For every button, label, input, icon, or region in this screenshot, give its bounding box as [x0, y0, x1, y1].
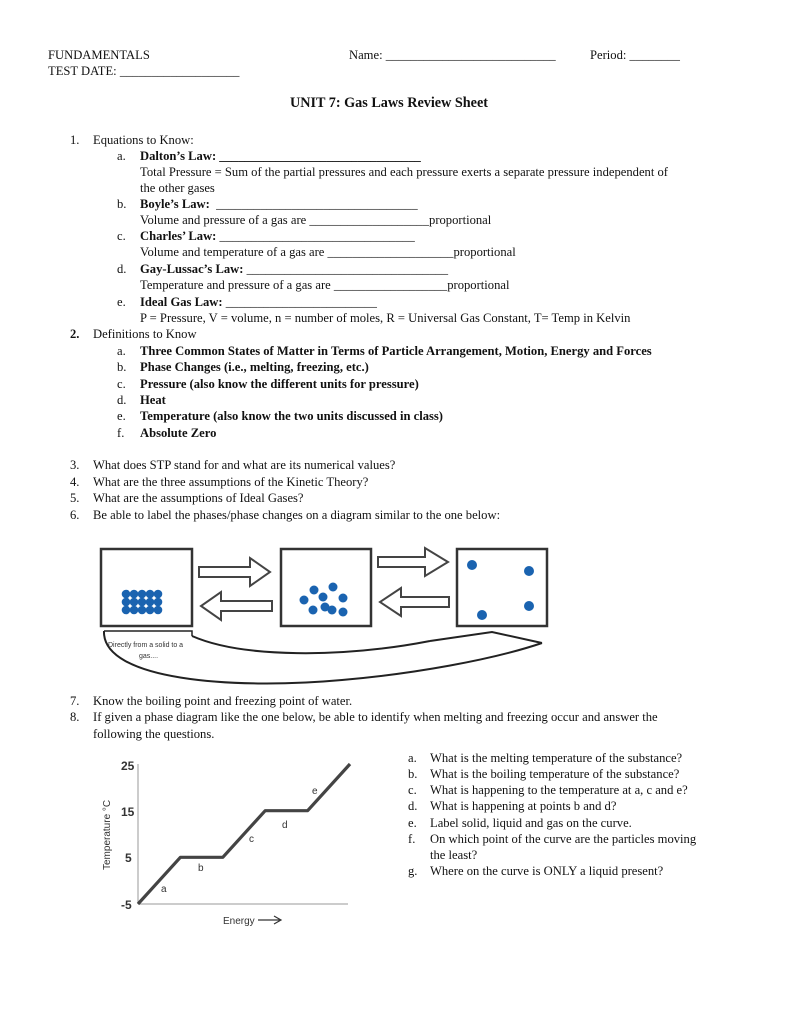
- q2f-letter: f.: [117, 426, 125, 440]
- heating-curve-chart: [98, 752, 360, 932]
- q1-number: 1.: [70, 133, 80, 147]
- q2c-letter: c.: [117, 377, 126, 391]
- phase-change-diagram: [92, 540, 562, 688]
- q5-number: 5.: [70, 491, 80, 505]
- condensation-arrow: [380, 588, 449, 616]
- q8f-text: On which point of the curve are the particles moving: [430, 832, 697, 846]
- q1c-line1: Volume and temperature of a gas are ____________________proportional: [140, 245, 516, 259]
- q8a-text: What is the melting temperature of the substance?: [430, 751, 683, 765]
- q8c-letter: c.: [408, 783, 417, 797]
- y-tick-15: 15: [121, 805, 135, 819]
- sublimation-curve-inner: [192, 636, 430, 653]
- q1d-blank[interactable]: ________________________________: [246, 262, 449, 276]
- y-tick-5: 5: [125, 851, 132, 865]
- q8d-letter: d.: [408, 799, 418, 813]
- q8e-text: Label solid, liquid and gas on the curve.: [430, 816, 632, 830]
- q8-number: 8.: [70, 710, 80, 724]
- q2a-letter: a.: [117, 344, 126, 358]
- segment-label-d: d: [282, 820, 288, 831]
- page-title: UNIT 7: Gas Laws Review Sheet: [290, 95, 488, 111]
- y-tick-25: 25: [121, 759, 135, 773]
- q2f-text: Absolute Zero: [140, 426, 217, 440]
- q1b-label: Boyle’s Law: ________________________________: [140, 197, 418, 211]
- q1a-blank[interactable]: ________________________________: [219, 149, 421, 163]
- q8-line1: If given a phase diagram like the one below, be able to identify when melting and freezing occur and answer the: [93, 710, 658, 724]
- q8g-text: Where on the curve is ONLY a liquid present?: [430, 864, 664, 878]
- y-axis-label: Temperature °C: [102, 799, 113, 870]
- solid-box: [101, 549, 192, 626]
- q3-number: 3.: [70, 458, 80, 472]
- sublimation-note-line1: Directly from a solid to a: [108, 642, 184, 649]
- q3-text: What does STP stand for and what are its numerical values?: [93, 458, 396, 472]
- x-axis-label: Energy: [223, 916, 255, 927]
- q1d-line1: Temperature and pressure of a gas are __________________proportional: [140, 278, 510, 292]
- q1b-letter: b.: [117, 197, 127, 211]
- melting-arrow: [199, 558, 270, 586]
- q1-text: Equations to Know:: [93, 133, 194, 147]
- q8b-text: What is the boiling temperature of the substance?: [430, 767, 680, 781]
- q7-text: Know the boiling point and freezing point of water.: [93, 694, 353, 708]
- segment-label-c: c: [249, 834, 254, 845]
- q1d-letter: d.: [117, 262, 127, 276]
- q1e-line1: P = Pressure, V = volume, n = number of moles, R = Universal Gas Constant, T= Temp in Kelvin: [140, 311, 631, 325]
- segment-label-e: e: [312, 786, 318, 797]
- q2b-letter: b.: [117, 360, 127, 374]
- q8g-letter: g.: [408, 864, 418, 878]
- test-date-field[interactable]: TEST DATE: ___________________: [48, 64, 240, 78]
- heating-curve-line: [138, 764, 350, 904]
- q1a-letter: a.: [117, 149, 126, 163]
- vaporization-arrow: [378, 548, 448, 576]
- x-axis-arrow-icon: [258, 916, 281, 924]
- segment-label-b: b: [198, 863, 204, 874]
- q8c-text: What is happening to the temperature at a, c and e?: [430, 783, 688, 797]
- segment-label-a: a: [161, 884, 167, 895]
- q1d-label: Gay-Lussac’s Law: ________________________________: [140, 262, 449, 276]
- q4-text: What are the three assumptions of the Kinetic Theory?: [93, 475, 369, 489]
- q8e-letter: e.: [408, 816, 417, 830]
- q2b-text: Phase Changes (i.e., melting, freezing, etc.): [140, 360, 369, 374]
- q8f-text-cont: the least?: [430, 848, 478, 862]
- q6-text: Be able to label the phases/phase changes on a diagram similar to the one below:: [93, 508, 501, 522]
- q2e-text: Temperature (also know the two units discussed in class): [140, 409, 443, 423]
- y-tick-minus5: -5: [121, 898, 132, 912]
- q8b-letter: b.: [408, 767, 418, 781]
- q8-line2: following the questions.: [93, 727, 215, 741]
- q2e-letter: e.: [117, 409, 126, 423]
- q1e-letter: e.: [117, 295, 126, 309]
- q7-number: 7.: [70, 694, 80, 708]
- q1b-line1: Volume and pressure of a gas are ___________________proportional: [140, 213, 492, 227]
- sublimation-tail: [104, 631, 192, 636]
- q2-number: 2.: [70, 327, 80, 341]
- q2a-text: Three Common States of Matter in Terms of Particle Arrangement, Motion, Energy and Forces: [140, 344, 652, 358]
- q8d-text: What is happening at points b and d?: [430, 799, 617, 813]
- q4-number: 4.: [70, 475, 80, 489]
- q8a-letter: a.: [408, 751, 417, 765]
- q1e-label: Ideal Gas Law: ________________________: [140, 295, 377, 309]
- q2d-text: Heat: [140, 393, 166, 407]
- liquid-box: [281, 549, 371, 626]
- q1e-blank[interactable]: ________________________: [225, 295, 377, 309]
- q5-text: What are the assumptions of Ideal Gases?: [93, 491, 304, 505]
- q8f-letter: f.: [408, 832, 416, 846]
- q2d-letter: d.: [117, 393, 127, 407]
- solid-particles: [122, 590, 163, 615]
- q1a-label: Dalton’s Law: ________________________________: [140, 149, 421, 163]
- sublimation-note-line2: gas....: [139, 653, 159, 660]
- q2-text: Definitions to Know: [93, 327, 197, 341]
- q1b-blank[interactable]: ________________________________: [216, 197, 418, 211]
- q1c-blank[interactable]: _______________________________: [219, 229, 415, 243]
- q1a-line1: Total Pressure = Sum of the partial pressures and each pressure exerts a separate pressure independent of: [140, 165, 668, 179]
- q6-number: 6.: [70, 508, 80, 522]
- period-field[interactable]: Period: ________: [590, 48, 680, 62]
- sublimation-arrowhead: [430, 632, 542, 643]
- q2c-text: Pressure (also know the different units for pressure): [140, 377, 419, 391]
- q1c-label: Charles’ Law: _______________________________: [140, 229, 415, 243]
- sublimation-curve: [104, 631, 542, 683]
- q1a-line2: the other gases: [140, 181, 215, 195]
- name-field[interactable]: Name: ___________________________: [349, 48, 556, 62]
- freezing-arrow: [201, 592, 272, 620]
- q1c-letter: c.: [117, 229, 126, 243]
- course-label: FUNDAMENTALS: [48, 48, 150, 62]
